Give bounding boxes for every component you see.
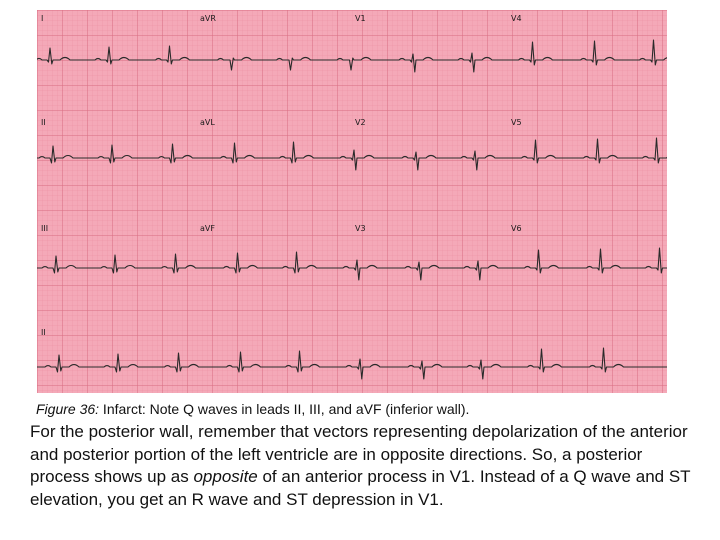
ecg-grid bbox=[37, 10, 667, 393]
paragraph-part-2: of an anterior process in V1. Instead of a Q wave and ST elevation, you get an R wave and ST depression in V1. bbox=[30, 467, 691, 509]
lead-label: aVF bbox=[200, 224, 215, 233]
caption-text: Infarct: Note Q waves in leads II, III, and aVF (inferior wall). bbox=[99, 401, 470, 417]
figure-caption bbox=[36, 401, 706, 417]
lead-label: III bbox=[41, 224, 49, 233]
lead-label: II bbox=[41, 328, 46, 337]
lead-label: II bbox=[41, 118, 46, 127]
lead-label: aVL bbox=[200, 118, 215, 127]
ecg-tracing bbox=[37, 10, 667, 393]
lead-label: V4 bbox=[511, 14, 522, 23]
lead-label: V2 bbox=[355, 118, 366, 127]
lead-label: I bbox=[41, 14, 44, 23]
lead-label: V6 bbox=[511, 224, 522, 233]
explanatory-paragraph bbox=[30, 421, 702, 511]
lead-label: V5 bbox=[511, 118, 522, 127]
ecg-strip-image bbox=[37, 10, 667, 393]
emphasized-word: opposite bbox=[193, 467, 258, 486]
paragraph-part-1: For the posterior wall, remember that vectors representing depolarization of the anterior and posterior portion of the left ventricle are in opposite directions. So, a posterior process shows up as bbox=[30, 422, 688, 486]
lead-label: aVR bbox=[200, 14, 216, 23]
lead-label: V1 bbox=[355, 14, 366, 23]
figure-label: Figure 36: bbox=[36, 401, 100, 417]
lead-label: V3 bbox=[355, 224, 366, 233]
